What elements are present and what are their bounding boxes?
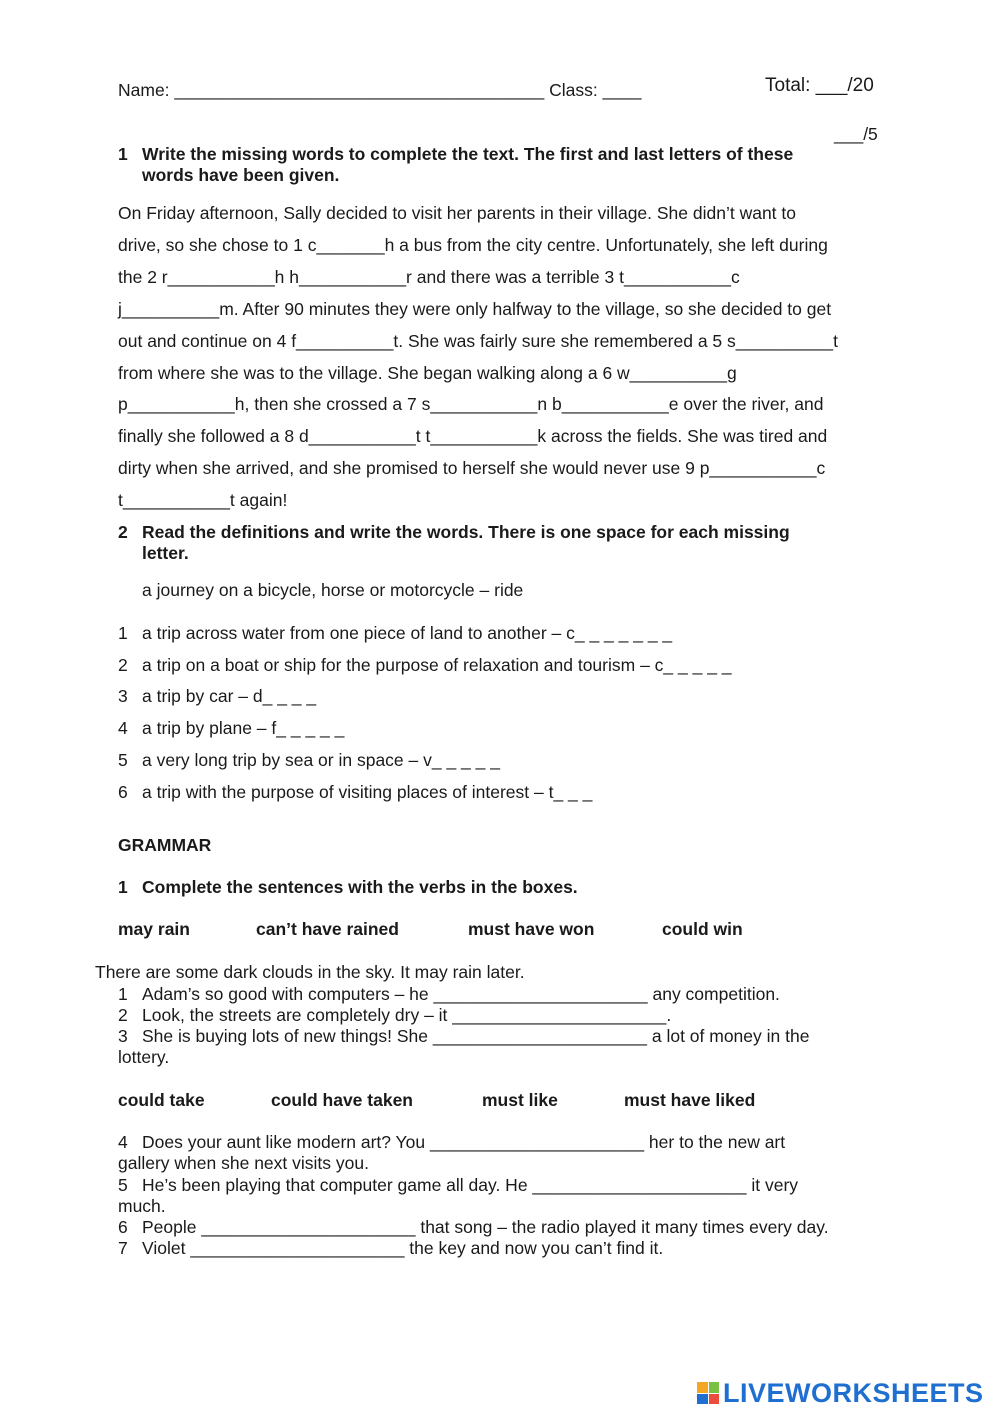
exercise-number: 2 <box>118 522 128 542</box>
grammar-item <box>118 1175 798 1196</box>
verb-option: can’t have rained <box>256 919 399 939</box>
item-number: 4 <box>118 1132 128 1152</box>
definition-text: a very long trip by sea or in space – v_ _ _ _ _ <box>142 750 500 770</box>
sentence-text: Violet ______________________ the key and now you can’t find it. <box>142 1238 664 1258</box>
definition-item <box>118 750 500 771</box>
liveworksheets-logo-icon <box>697 1382 719 1404</box>
vocab-section-score: ___/5 <box>834 124 878 144</box>
name-class-line: Name: ______________________________________ Class: ____ <box>118 80 642 100</box>
grammar-example: There are some dark clouds in the sky. It may rain later. <box>95 962 525 982</box>
definition-text: a trip across water from one piece of land to another – c_ _ _ _ _ _ _ <box>142 623 673 643</box>
text-line: from where she was to the village. She began walking along a 6 w__________g <box>118 363 737 383</box>
item-number: 7 <box>118 1238 128 1258</box>
item-number: 1 <box>118 623 128 643</box>
item-number: 2 <box>118 1005 128 1025</box>
text-line: out and continue on 4 f__________t. She was fairly sure she remembered a 5 s__________t <box>118 331 838 351</box>
definition-text: a trip by plane – f_ _ _ _ _ <box>142 718 345 738</box>
instruction-line-1: Write the missing words to complete the text. The first and last letters of these <box>142 144 794 164</box>
text-line: j__________m. After 90 minutes they were only halfway to the village, so she decided to get <box>118 299 832 319</box>
sentence-text: Does your aunt like modern art? You ______________________ her to the new art <box>142 1132 786 1152</box>
grammar-item <box>118 1005 671 1026</box>
definition-text: a trip by car – d_ _ _ _ <box>142 686 317 706</box>
verb-option: must have won <box>468 919 595 939</box>
definition-item <box>118 655 732 676</box>
item-number: 2 <box>118 655 128 675</box>
instruction-line-2: words have been given. <box>142 165 340 185</box>
verb-option: could take <box>118 1090 205 1110</box>
sentence-continuation: lottery. <box>118 1047 170 1067</box>
verb-option: may rain <box>118 919 190 939</box>
sentence-continuation: much. <box>118 1196 166 1216</box>
sentence-text: Adam’s so good with computers – he ______________________ any competition. <box>142 984 780 1004</box>
item-number: 1 <box>118 984 128 1004</box>
sentence-text: He’s been playing that computer game all day. He ______________________ it very <box>142 1175 799 1195</box>
text-line: drive, so she chose to 1 c_______h a bus from the city centre. Unfortunately, she left during <box>118 235 828 255</box>
grammar-item <box>118 1217 829 1238</box>
item-number: 4 <box>118 718 128 738</box>
text-line: finally she followed a 8 d___________t t___________k across the fields. She was tired and <box>118 426 828 446</box>
sentence-text: People ______________________ that song – the radio played it many times every day. <box>142 1217 829 1237</box>
grammar-item <box>118 984 780 1005</box>
text-line: On Friday afternoon, Sally decided to visit her parents in their village. She didn’t want to <box>118 203 797 223</box>
total-score: Total: ___/20 <box>765 75 874 96</box>
grammar-item <box>118 1132 785 1153</box>
grammar-item <box>118 1238 663 1259</box>
brand-name: LIVEWORKSHEETS <box>723 1377 984 1408</box>
example-definition: a journey on a bicycle, horse or motorcycle – ride <box>142 580 524 600</box>
grammar-heading: GRAMMAR <box>118 835 212 855</box>
item-number: 6 <box>118 782 128 802</box>
grammar-instruction: Complete the sentences with the verbs in the boxes. <box>142 877 578 897</box>
item-number: 6 <box>118 1217 128 1237</box>
exercise-number: 1 <box>118 144 128 164</box>
definition-item <box>118 623 672 644</box>
exercise-number: 1 <box>118 877 128 897</box>
verb-option: must like <box>482 1090 558 1110</box>
verb-option: must have liked <box>624 1090 756 1110</box>
item-number: 3 <box>118 1026 128 1046</box>
definition-item <box>118 718 344 739</box>
item-number: 3 <box>118 686 128 706</box>
definition-text: a trip on a boat or ship for the purpose of relaxation and tourism – c_ _ _ _ _ <box>142 655 732 675</box>
liveworksheets-logo <box>697 1378 984 1408</box>
text-line: the 2 r___________h h___________r and there was a terrible 3 t___________c <box>118 267 740 287</box>
item-number: 5 <box>118 1175 128 1195</box>
verb-option: could win <box>662 919 743 939</box>
sentence-continuation: gallery when she next visits you. <box>118 1153 369 1173</box>
definition-text: a trip with the purpose of visiting places of interest – t_ _ _ <box>142 782 593 802</box>
instruction-line-1: Read the definitions and write the words. There is one space for each missing <box>142 522 790 542</box>
sentence-text: She is buying lots of new things! She ______________________ a lot of money in the <box>142 1026 810 1046</box>
verb-option: could have taken <box>271 1090 413 1110</box>
item-number: 5 <box>118 750 128 770</box>
sentence-text: Look, the streets are completely dry – it ______________________. <box>142 1005 672 1025</box>
definition-item <box>118 782 592 803</box>
instruction-line-2: letter. <box>142 543 189 563</box>
text-line: dirty when she arrived, and she promised to herself she would never use 9 p___________c <box>118 458 826 478</box>
text-line: t___________t again! <box>118 490 288 510</box>
text-line: p___________h, then she crossed a 7 s___________n b___________e over the river, and <box>118 394 824 414</box>
grammar-item <box>118 1026 809 1047</box>
definition-item <box>118 686 316 707</box>
